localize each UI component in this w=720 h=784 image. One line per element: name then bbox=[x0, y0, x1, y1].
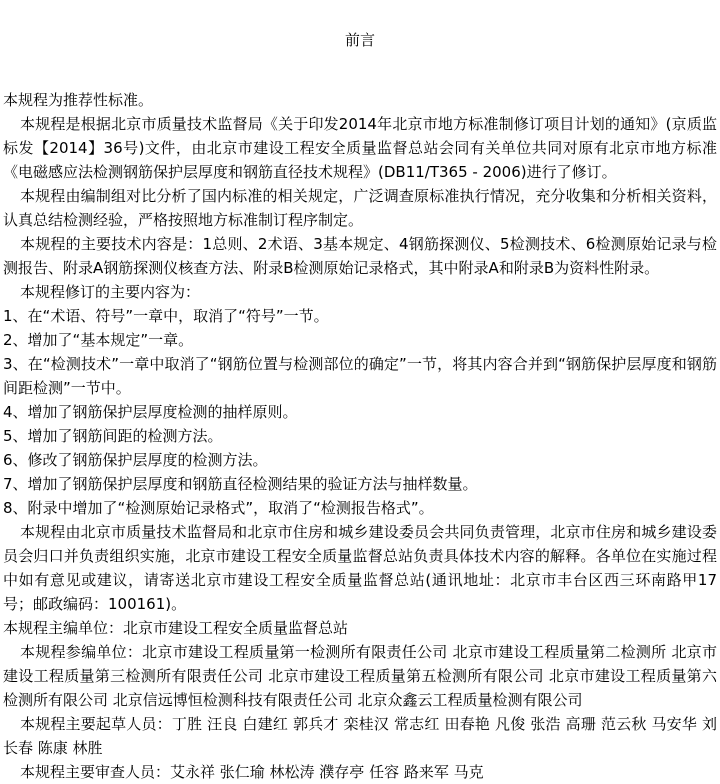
paragraph: 2、增加了“基本规定”一章。 bbox=[3, 331, 194, 349]
paragraph: 本规程主编单位：北京市建设工程安全质量监督总站 bbox=[3, 619, 349, 637]
paragraph: 7、增加了钢筋保护层厚度和钢筋直径检测结果的验证方法与抽样数量。 bbox=[3, 475, 478, 493]
paragraph: 6、修改了钢筋保护层厚度的检测方法。 bbox=[3, 451, 268, 469]
paragraph: 3、在“检测技术”一章中取消了“钢筋位置与检测部位的确定”一节，将其内容合并到“钢筋保护层厚度和钢筋间距检测”一节中。 bbox=[3, 355, 717, 397]
paragraph: 4、增加了钢筋保护层厚度检测的抽样原则。 bbox=[3, 403, 298, 421]
paragraph: 8、附录中增加了“检测原始记录格式”，取消了“检测报告格式”。 bbox=[3, 499, 434, 517]
paragraph: 本规程主要起草人员：丁胜 汪良 白建红 郭兵才 栾桂汉 常志红 田春艳 凡俊 张浩 高珊 范云秋 马安华 刘长春 陈康 林胜 bbox=[3, 715, 717, 757]
paragraph: 1、在“术语、符号”一章中，取消了“符号”一节。 bbox=[3, 307, 329, 325]
paragraph: 本规程主要审查人员：艾永祥 张仁瑜 林松涛 濮存亭 任容 路来军 马克 bbox=[20, 763, 484, 781]
paragraph: 本规程修订的主要内容为： bbox=[20, 283, 201, 301]
paragraph: 本规程由北京市质量技术监督局和北京市住房和城乡建设委员会共同负责管理，北京市住房和城乡建设委员会归口并负责组织实施，北京市建设工程安全质量监督总站负责具体技术内容的解释。各单位在实施过程中如有意见或建议，请寄送北京市建设工程安全质量监督总站(通讯地址：北京市丰台区西三环南路甲17号；邮政编码：100161)。 bbox=[3, 523, 717, 613]
page-title: 前言 bbox=[344, 31, 375, 49]
paragraph: 本规程的主要技术内容是：1总则、2术语、3基本规定、4钢筋探测仪、5检测技术、6检测原始记录与检测报告、附录A钢筋探测仪核查方法、附录B检测原始记录格式，其中附录A和附录B为资料性附录。 bbox=[3, 235, 717, 277]
paragraph: 本规程参编单位：北京市建设工程质量第一检测所有限责任公司 北京市建设工程质量第二检测所 北京市建设工程质量第三检测所有限责任公司 北京市建设工程质量第五检测所有限公司 北京市建设工程质量第六检测所有限公司 北京信远博恒检测科技有限责任公司 北京众鑫云工程质量检测有限公司 bbox=[3, 643, 717, 709]
paragraph: 本规程由编制组对比分析了国内标准的相关规定，广泛调查原标准执行情况，充分收集和分析相关资料，认真总结检测经验，严格按照地方标准制订程序制定。 bbox=[3, 187, 717, 229]
paragraph: 5、增加了钢筋间距的检测方法。 bbox=[3, 427, 223, 445]
document-body bbox=[3, 88, 717, 784]
paragraph: 本规程为推荐性标准。 bbox=[3, 91, 154, 109]
paragraph: 本规程是根据北京市质量技术监督局《关于印发2014年北京市地方标准制修订项目计划的通知》(京质监标发【2014】36号)文件，由北京市建设工程安全质量监督总站会同有关单位共同对原有北京市地方标准《电磁感应法检测钢筋保护层厚度和钢筋直径技术规程》(DB11/T365 - 2006)进行了修订。 bbox=[3, 115, 717, 181]
